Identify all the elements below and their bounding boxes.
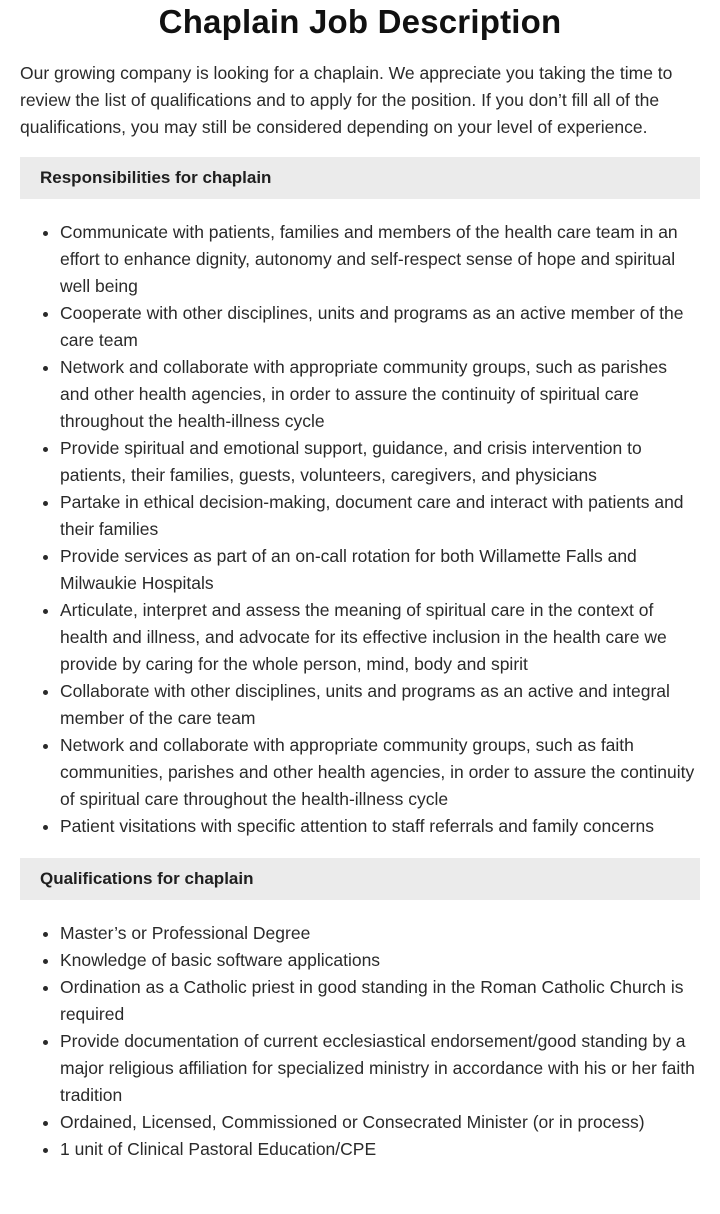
list-item: • Knowledge of basic software applications [60,947,700,974]
list-item: • Partake in ethical decision-making, document care and interact with patients and their families [60,489,700,543]
intro-paragraph: Our growing company is looking for a chaplain. We appreciate you taking the time to review the list of qualifications and to apply for the position. If you don’t fill all of the qualifications, you may still be considered depending on your level of experience. [20,63,673,137]
qualifications-heading: Qualifications for chaplain [20,858,700,900]
page-title: Chaplain Job Description [158,3,562,40]
qualifications-list [20,920,700,1163]
list-item: • Collaborate with other disciplines, units and programs as an active and integral member of the care team [60,678,700,732]
responsibilities-heading: Responsibilities for chaplain [20,157,700,199]
list-item: • Network and collaborate with appropriate community groups, such as faith communities, parishes and other health agencies, in order to assure the continuity of spiritual care throughout the health-illness cycle [60,732,700,813]
list-item: • Articulate, interpret and assess the meaning of spiritual care in the context of health and illness, and advocate for its effective inclusion in the health care we provide by caring for the whole person, mind, body and spirit [60,597,700,678]
list-item: • Provide services as part of an on-call rotation for both Willamette Falls and Milwaukie Hospitals [60,543,700,597]
list-item: • Master’s or Professional Degree [60,920,700,947]
list-item: • 1 unit of Clinical Pastoral Education/CPE [60,1136,700,1163]
list-item: • Cooperate with other disciplines, units and programs as an active member of the care team [60,300,700,354]
responsibilities-list [20,219,700,840]
list-item: • Ordination as a Catholic priest in good standing in the Roman Catholic Church is required [60,974,700,1028]
list-item: • Network and collaborate with appropriate community groups, such as parishes and other health agencies, in order to assure the continuity of spiritual care throughout the health-illness cycle [60,354,700,435]
list-item: • Communicate with patients, families and members of the health care team in an effort to enhance dignity, autonomy and self-respect sense of hope and spiritual well being [60,219,700,300]
list-item: • Ordained, Licensed, Commissioned or Consecrated Minister (or in process) [60,1109,700,1136]
list-item: • Provide spiritual and emotional support, guidance, and crisis intervention to patients, their families, guests, volunteers, caregivers, and physicians [60,435,700,489]
list-item: • Provide documentation of current ecclesiastical endorsement/good standing by a major religious affiliation for specialized ministry in accordance with his or her faith tradition [60,1028,700,1109]
list-item: • Patient visitations with specific attention to staff referrals and family concerns [60,813,700,840]
